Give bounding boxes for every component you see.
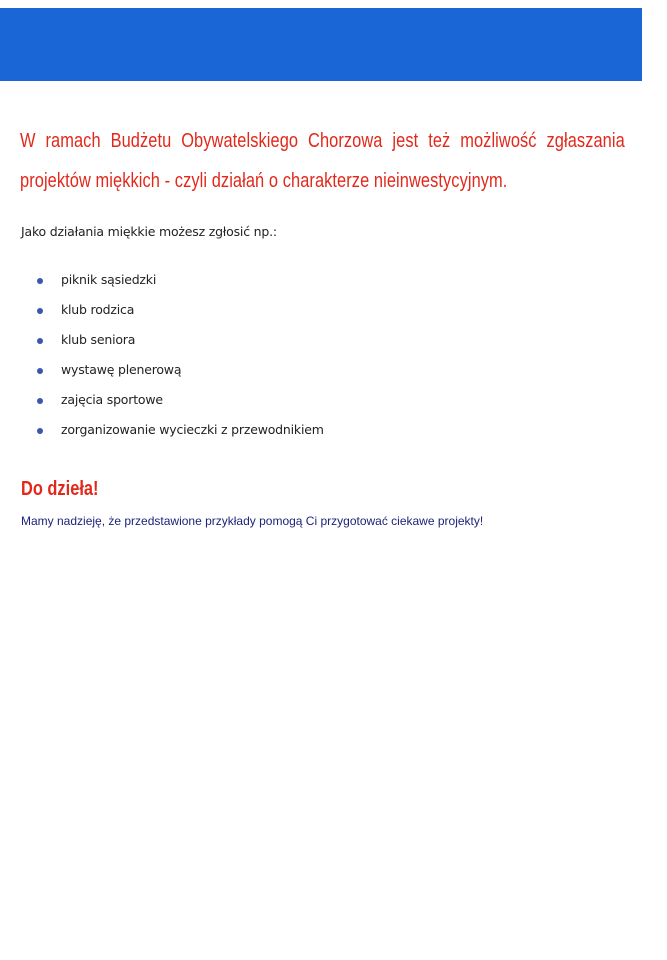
bullet-icon	[37, 278, 43, 284]
list-item-label: wystawę plenerową	[61, 362, 182, 377]
list-item-label: klub rodzica	[61, 302, 135, 317]
list-item	[0, 355, 324, 385]
list-item	[0, 295, 324, 325]
list-item	[0, 325, 324, 355]
list-item-label: zajęcia sportowe	[61, 392, 163, 407]
bullet-icon	[37, 428, 43, 434]
examples-list	[0, 265, 324, 445]
list-item	[0, 415, 324, 445]
page-edge	[653, 0, 667, 960]
list-item-label: zorganizowanie wycieczki z przewodnikiem	[61, 422, 324, 437]
top-color-band	[0, 8, 642, 81]
list-item	[0, 385, 324, 415]
list-item-label: piknik sąsiedzki	[61, 272, 157, 287]
closing-text: Mamy nadzieję, że przedstawione przykłady pomogą Ci przygotować ciekawe projekty!	[21, 514, 484, 528]
section-heading: Do dzieła!	[21, 477, 99, 500]
bullet-icon	[37, 338, 43, 344]
bullet-icon	[37, 368, 43, 374]
bullet-icon	[37, 308, 43, 314]
intro-paragraph: W ramach Budżetu Obywatelskiego Chorzowa jest też możliwość zgłaszania projektów miękkich - czyli działań o charakterze nieinwestycyjnym.	[20, 129, 625, 192]
list-lead-text: Jako działania miękkie możesz zgłosić np.:	[21, 224, 277, 239]
list-item	[0, 265, 324, 295]
list-item-label: klub seniora	[61, 332, 136, 347]
bullet-icon	[37, 398, 43, 404]
